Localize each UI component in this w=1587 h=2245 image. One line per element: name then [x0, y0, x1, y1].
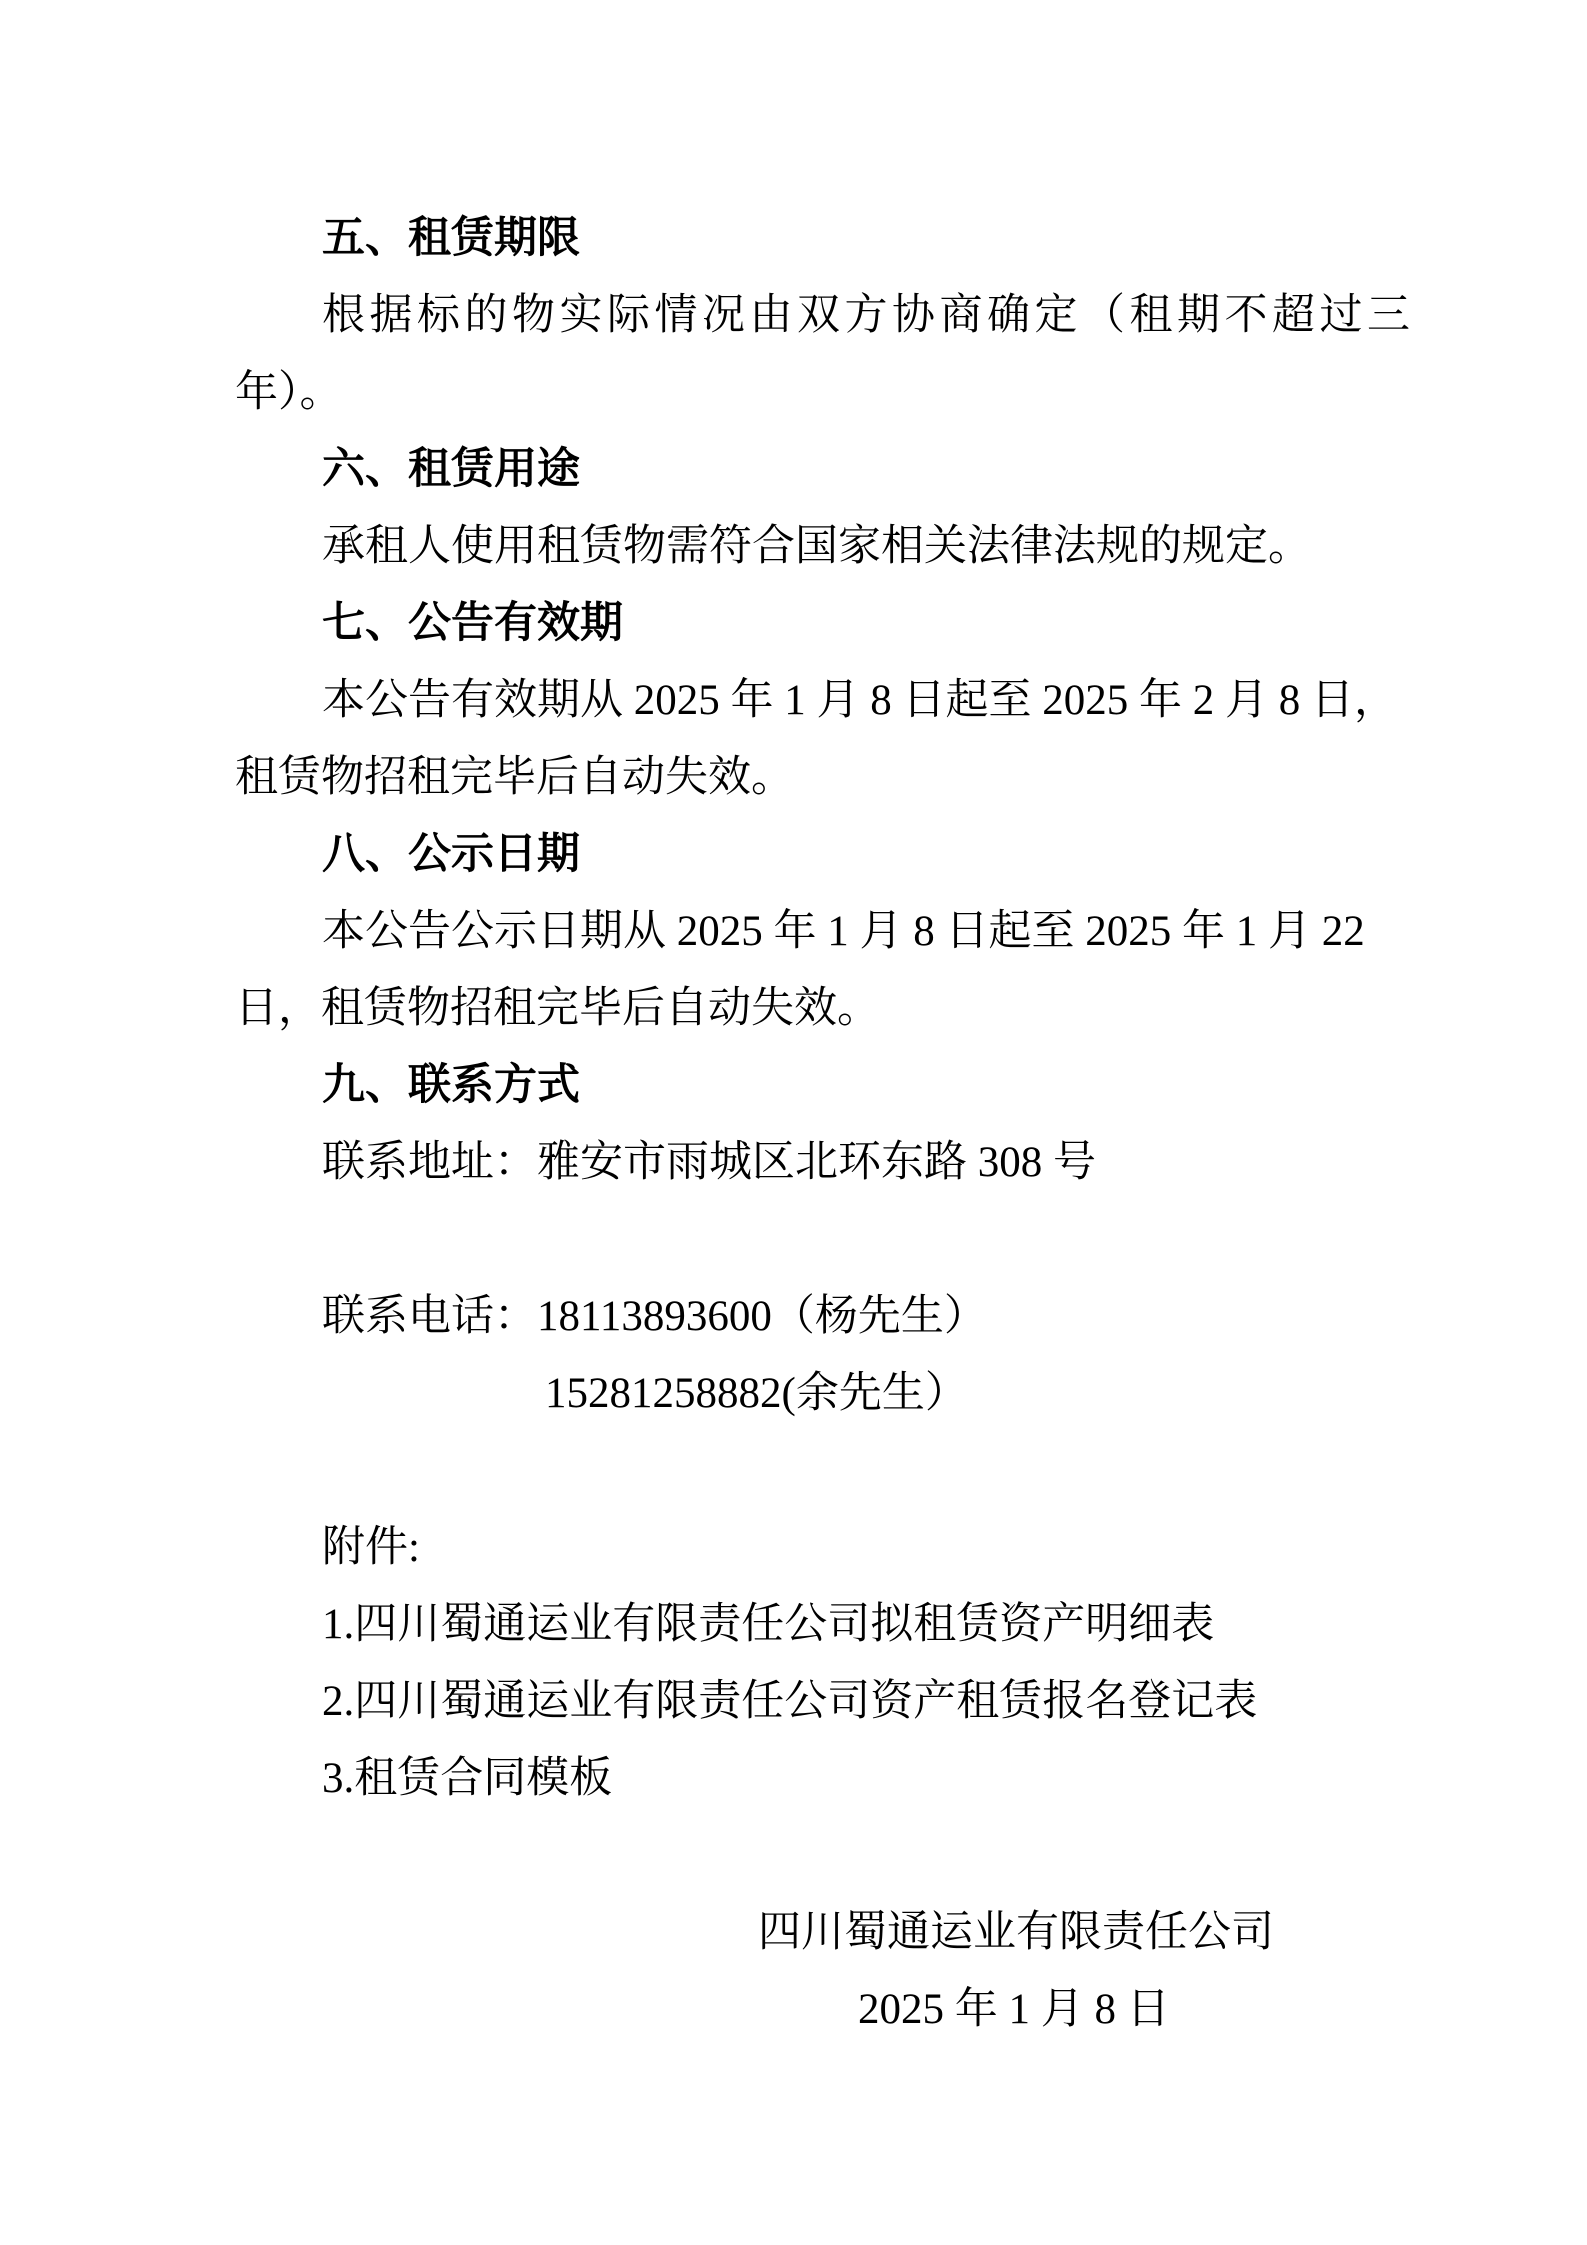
- blank-line: [235, 1817, 1347, 1894]
- attachment-item: 2.四川蜀通运业有限责任公司资产租赁报名登记表: [322, 1678, 1258, 1725]
- section-heading: 六、租赁用途: [322, 445, 580, 493]
- paragraph-line: 根据标的物实际情况由双方协商确定（租期不超过三: [322, 292, 1415, 339]
- attachment-item: 3.租赁合同模板: [322, 1755, 613, 1802]
- attachment-item: 1.四川蜀通运业有限责任公司拟租赁资产明细表: [322, 1601, 1215, 1648]
- section-heading: 五、租赁期限: [322, 214, 580, 262]
- paragraph-line: 本公告公示日期从 2025 年 1 月 8 日起至 2025 年 1 月 22: [322, 908, 1365, 955]
- paragraph-line: 承租人使用租赁物需符合国家相关法律法规的规定。: [322, 523, 1311, 570]
- section-heading: 九、联系方式: [322, 1061, 580, 1109]
- paragraph-line: 日，租赁物招租完毕后自动失效。: [235, 985, 880, 1032]
- blank-line: [235, 1432, 1347, 1509]
- signature-date: 2025 年 1 月 8 日: [858, 1986, 1170, 2033]
- attachments-label: 附件:: [322, 1524, 420, 1571]
- paragraph-line: 本公告有效期从 2025 年 1 月 8 日起至 2025 年 2 月 8 日，: [322, 677, 1397, 724]
- paragraph-line: 租赁物招租完毕后自动失效。: [235, 754, 794, 801]
- section-heading: 八、公示日期: [322, 830, 580, 878]
- paragraph-line: 年）。: [235, 369, 343, 416]
- phone-line: 15281258882(余先生）: [545, 1370, 968, 1417]
- signature-company: 四川蜀通运业有限责任公司: [758, 1909, 1274, 1956]
- paragraph-line: 联系地址：雅安市雨城区北环东路 308 号: [322, 1139, 1096, 1186]
- section-heading: 七、公告有效期: [322, 599, 623, 647]
- document-body: [235, 200, 1415, 2048]
- paragraph-line: 联系电话：18113893600（杨先生）: [322, 1293, 987, 1340]
- blank-line: [235, 1201, 1347, 1278]
